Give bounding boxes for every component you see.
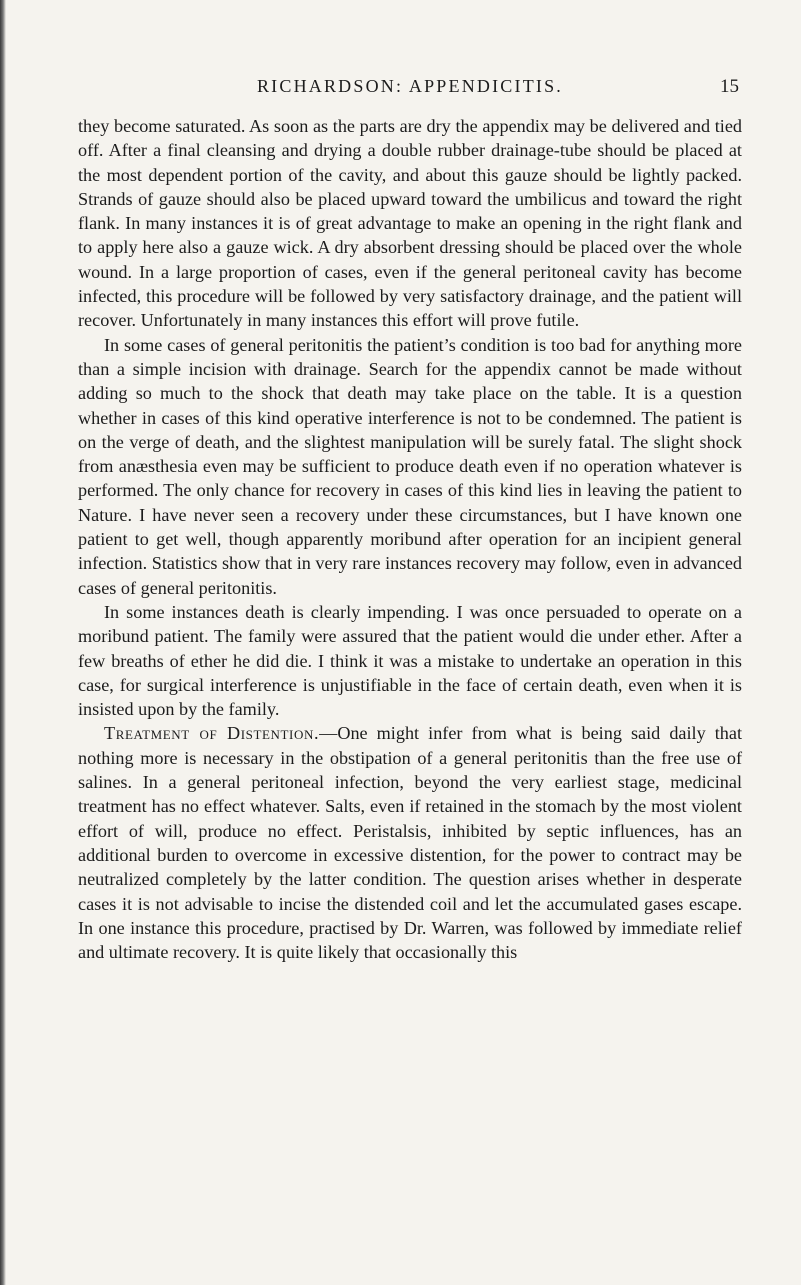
paragraph-3: In some instances death is clearly impending. I was once persuaded to operate on a moribund patient. The family were assured that the patient would die under ether. After a few breaths of ether he did die. I think it was a mistake to undertake an operation in this case, for surgical interference is unjustifiable in the face of certain death, even when it is insisted upon by the family. <box>78 601 742 720</box>
page-number: 15 <box>720 76 739 97</box>
paragraph-2: In some cases of general peritonitis the patient’s condition is too bad for anything more than a simple incision with drainage. Search for the appendix cannot be made without adding so much to the shock that death may take place on the table. It is a question whether in cases of this kind operative interference is not to be condemned. The patient is on the verge of death, and the slightest manipulation will be surely fatal. The slight shock from anæsthesia even may be sufficient to produce death even if no operation whatever is performed. The only chance for recovery in cases of this kind lies in leaving the patient to Nature. I have never seen a recovery under these circumstances, but I have known one patient to get well, though apparently moribund after operation for an incipient general infection. Statistics show that in very rare instances recovery may follow, even in advanced cases of general peritonitis. <box>78 334 742 598</box>
paragraph-1: they become saturated. As soon as the parts are dry the appendix may be delivered and tied off. After a final cleansing and drying a double rubber drainage-tube should be placed at the most dependent portion of the cavity, and about this gauze should be lightly packed. Strands of gauze should also be placed upward toward the umbilicus and toward the right flank. In many instances it is of great advantage to make an opening in the right flank and to apply here also a gauze wick. A dry absorbent dressing should be placed over the whole wound. In a large proportion of cases, even if the general peritoneal cavity has become infected, this procedure will be followed by very satisfactory drainage, and the patient will recover. Unfortunately in many instances this effort will prove futile. <box>78 116 742 331</box>
paragraph-4-text: —One might infer from what is being said daily that nothing more is necessary in the obstipation of a general peritonitis than the free use of salines. In a general peritoneal infection, beyond the very earliest stage, medicinal treatment has no effect whatever. Salts, even if retained in the stomach by the most violent effort of will, produce no effect. Peristalsis, inhibited by septic influences, has an additional burden to overcome in excessive distention, for the power to contract may be neutralized completely by the latter condition. The question arises whether in desperate cases it is not advisable to incise the distended coil and let the accumulated gases escape. In one instance this procedure, practised by Dr. Warren, was followed by immediate relief and ultimate recovery. It is quite likely that occasionally this <box>78 723 743 963</box>
paragraph-4 <box>78 721 742 964</box>
body-text <box>78 114 742 964</box>
section-heading: Treatment of Distention. <box>104 723 320 744</box>
running-head: RICHARDSON: APPENDICITIS. <box>256 76 564 96</box>
page-binding-edge <box>0 0 6 1285</box>
